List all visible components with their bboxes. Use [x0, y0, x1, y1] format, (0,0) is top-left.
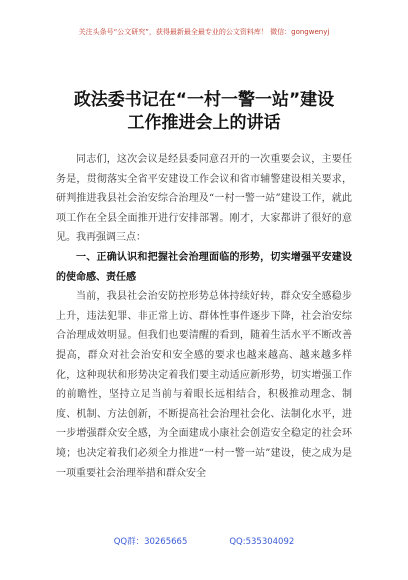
document-title-line-1: 政法委书记在“一村一警一站”建设 [73, 90, 335, 110]
document-body [56, 150, 352, 483]
document-title-line-2: 工作推进会上的讲话 [127, 113, 281, 133]
paragraph-situation: 当前，我县社会治安防控形势总体持续好转，群众安全感稳步上升，违法犯罪、非正常上访、群体性事件逐步下降，社会治安综合治理成效明显。但我们也要清醒的看到，随着生活水平不断改善提高，群众对社会治安和安全感的要求也越来越高、越来越多样化，这种现状和形势决定着我们要主动适应新形势，切实增强工作的前瞻性，坚持立足当前与着眼长远相结合，积极推动理念、制度、机制、方法创新，不断提高社会治理社会化、法制化水平，进一步增强群众安全感，为全面建成小康社会创造安全稳定的社会环境；也决定着我们必须全力推进“一村一警一站”建设，使之成为是一项重要社会治理举措和群众安全 [56, 291, 352, 479]
header-note: 关注头条号“公文研究”，获得最新最全最专业的公文资料库！ 微信：gongwenyj [78, 28, 330, 36]
paragraph-opening: 同志们，这次会议是经县委同意召开的一次重要会议，主要任务是，贯彻落实全省平安建设工作会议和省市辅警建设相关要求，研判推进我县社会治安综合治理及“一村一警一站”建设工作，就此项工作在全县全面推开进行安排部署。刚才，大家都讲了很好的意见。我再强调三点： [56, 154, 352, 244]
footer-qq: QQ:535304092 [229, 537, 295, 547]
footer-qq-group: QQ群：30265665 [113, 537, 188, 547]
footer-contact [0, 535, 408, 547]
section-heading-1: 一、正确认识和把握社会治理面临的形势，切实增强平安建设的使命感、责任感 [56, 251, 352, 283]
